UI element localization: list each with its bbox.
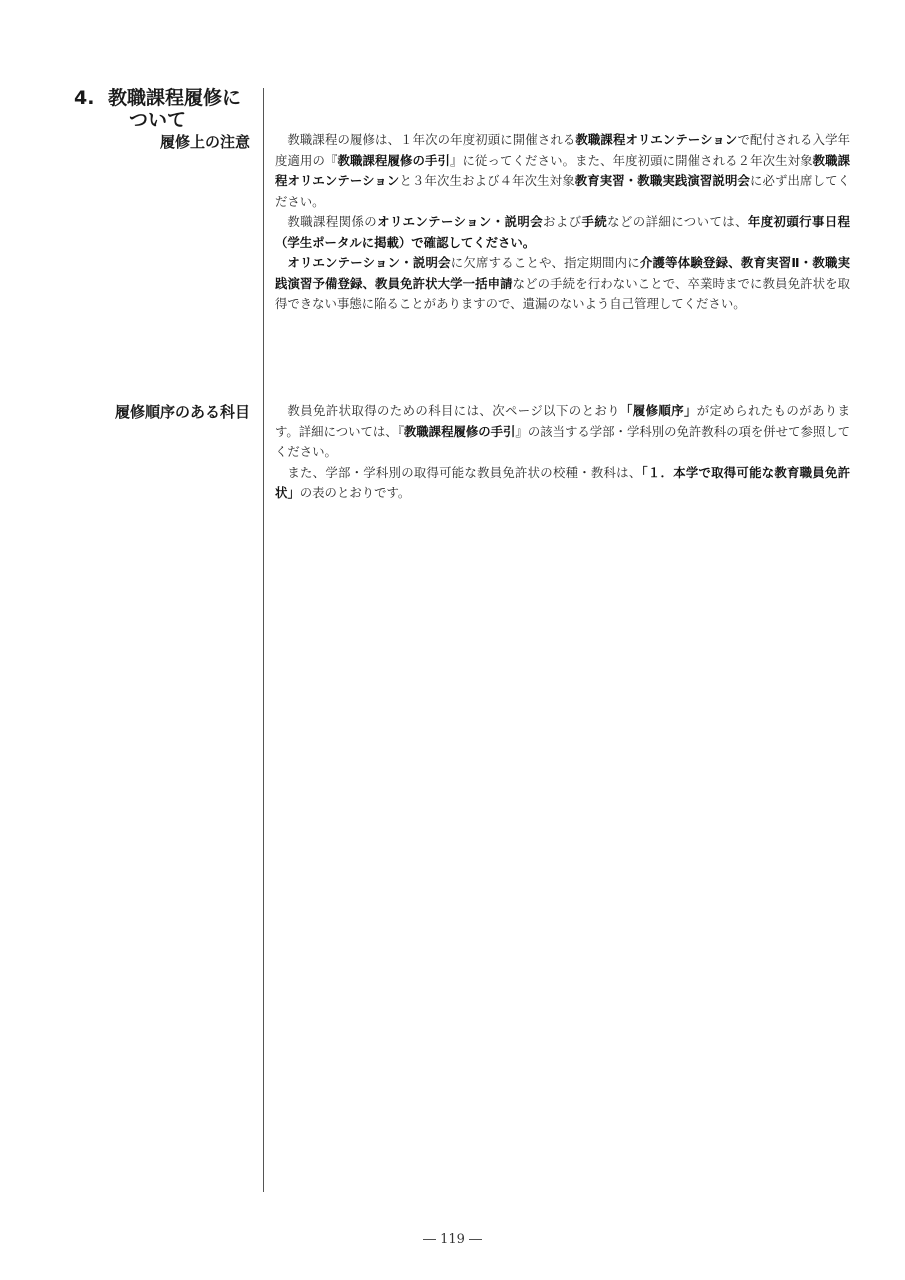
section-title-line1: 教職課程履修に xyxy=(108,87,242,109)
paragraph xyxy=(275,130,850,212)
text-run: 』の該当する学部・学科別の免許教科の項を併せて参照してください。 xyxy=(275,423,851,459)
text-run: に欠席することや、指定期間内に xyxy=(450,255,640,270)
emphasis-text: 教職課程履修の手引 xyxy=(403,423,516,439)
text-run: などの詳細については、 xyxy=(607,214,748,229)
paragraph xyxy=(275,401,850,463)
text-run: に必ず出席してください。 xyxy=(275,173,851,209)
emphasis-text: 教職課程オリエンテーション xyxy=(575,132,738,147)
emphasis-text: 手続 xyxy=(581,214,608,229)
emphasis-text: オリエンテーション・説明会 xyxy=(377,214,544,229)
text-run: 』に従ってください。また、年度初頭に開催される２年次生対象 xyxy=(450,152,813,168)
emphasis-text: 教育実習・教職実践演習説明会 xyxy=(574,173,750,188)
emphasis-text: 年度初頭行事日程（学生ポータルに掲載）で確認してください。 xyxy=(275,214,851,250)
section-heading xyxy=(74,87,256,131)
emphasis-text: 教職課程オリエンテーション xyxy=(275,152,851,188)
subsection-body-notes xyxy=(275,130,850,315)
vertical-divider xyxy=(263,88,264,1192)
paragraph xyxy=(275,253,850,315)
text-run: などの手続を行わないことで、卒業時までに教員免許状を取得できない事態に陥ることがありますので、遺漏のないよう自己管理してください。 xyxy=(275,275,850,311)
text-run: が定められたものがあります。詳細については、『 xyxy=(275,403,851,439)
emphasis-text: 「履修順序」 xyxy=(619,403,697,418)
text-run: と３年次生および４年次生対象 xyxy=(399,173,575,188)
emphasis-text: 介護等体験登録、教育実習Ⅱ・教職実践演習予備登録、教員免許状大学一括申請 xyxy=(275,255,850,291)
text-run: 教職課程の履修は、１年次の年度初頭に開催される xyxy=(287,132,576,147)
emphasis-text: 教職課程履修の手引 xyxy=(337,152,451,168)
page-number: ― 119 ― xyxy=(422,1232,483,1247)
section-number: 4. xyxy=(74,87,95,109)
paragraph xyxy=(275,463,850,504)
text-run: 教員免許状取得のための科目には、次ページ以下のとおり xyxy=(287,403,620,418)
section-title-line2: ついて xyxy=(129,109,187,131)
subsection-body-order xyxy=(275,401,850,504)
text-run: で配付される入学年度適用の『 xyxy=(275,132,851,168)
subsection-heading-order: 履修順序のある科目 xyxy=(114,403,250,421)
subsection-heading-notes: 履修上の注意 xyxy=(159,133,250,151)
text-run: の表のとおりです。 xyxy=(299,485,411,500)
paragraph xyxy=(275,212,850,253)
text-run: および xyxy=(543,214,582,229)
emphasis-text: 「１．本学で取得可能な教育職員免許状」 xyxy=(275,464,850,500)
emphasis-text: オリエンテーション・説明会 xyxy=(287,255,451,270)
text-run: 教職課程関係の xyxy=(287,214,378,229)
text-run: また、学部・学科別の取得可能な教員免許状の校種・教科は、 xyxy=(287,464,642,480)
